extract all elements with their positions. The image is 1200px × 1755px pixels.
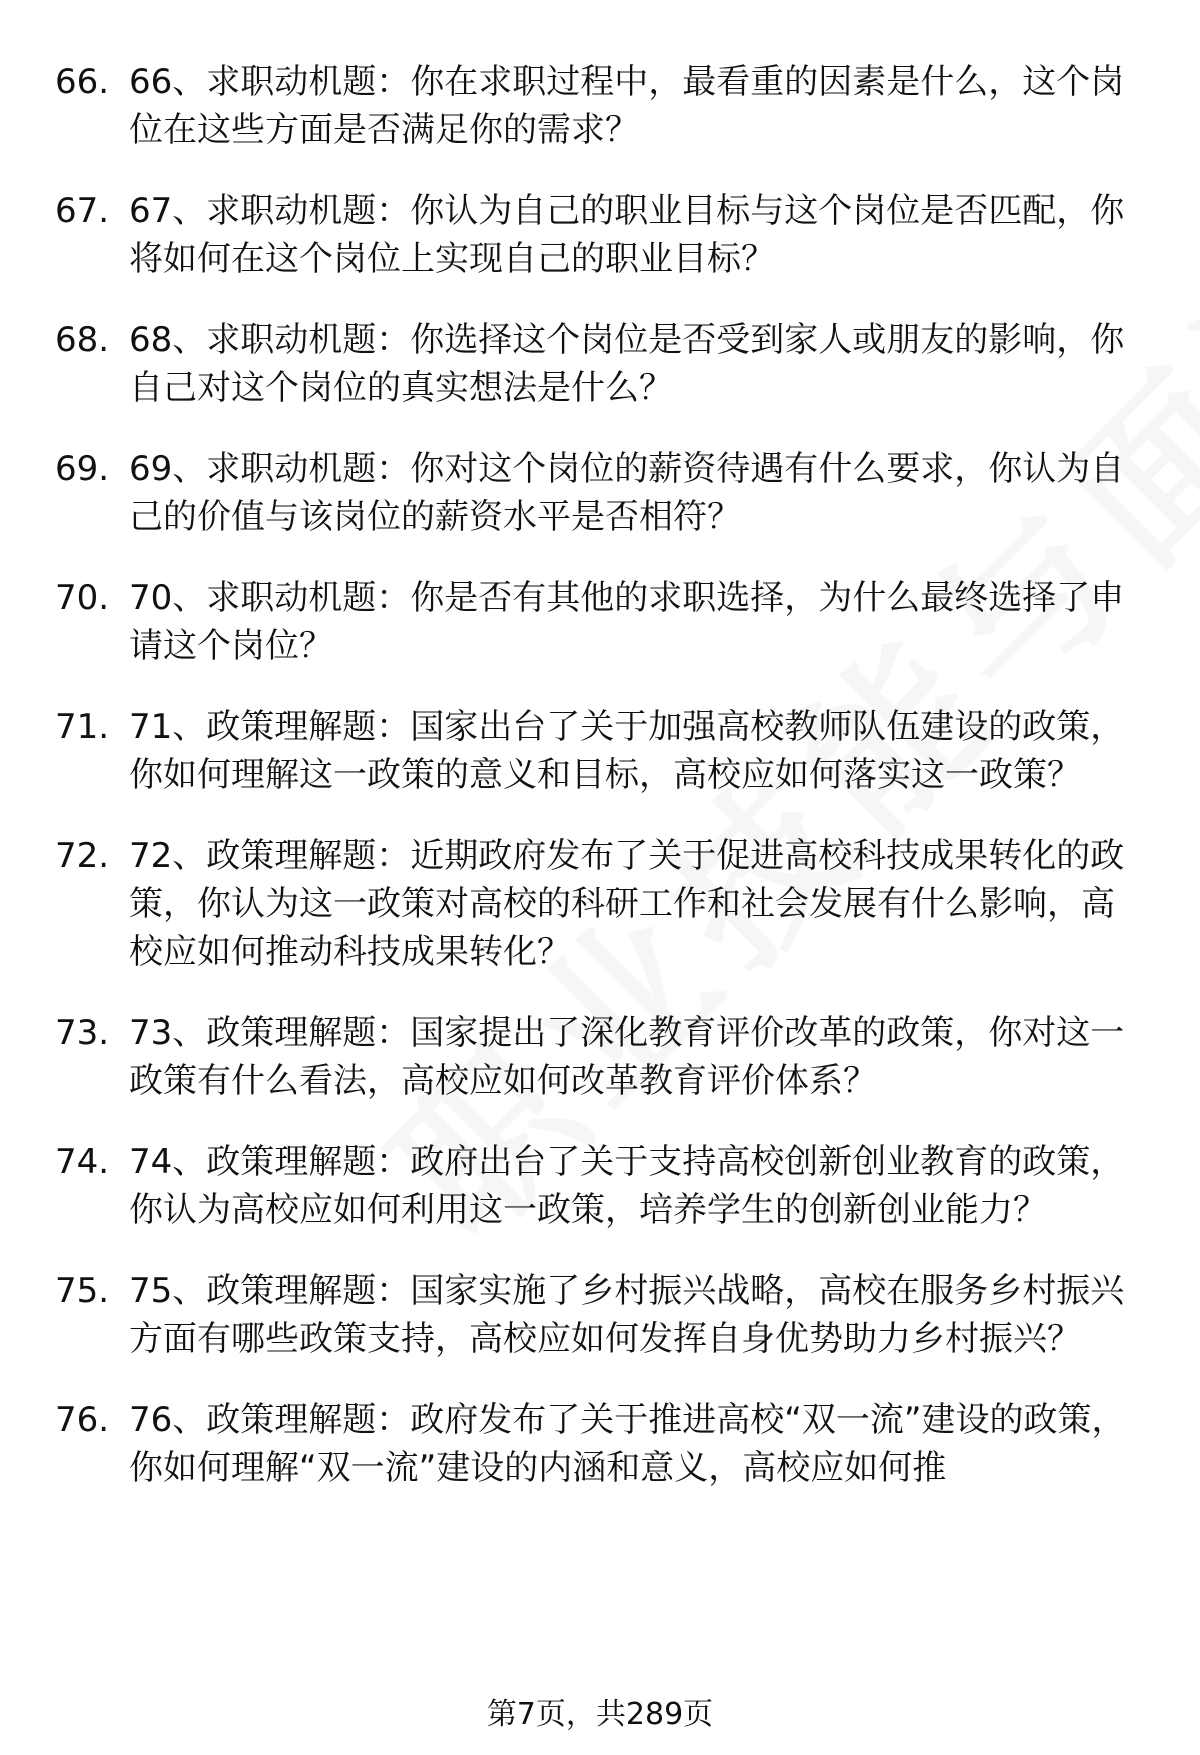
list-item	[55, 1138, 1145, 1234]
item-number: 69.	[55, 449, 110, 489]
item-number: 73.	[55, 1013, 110, 1053]
list-item	[55, 574, 1145, 670]
item-text: 67、求职动机题：你认为自己的职业目标与这个岗位是否匹配，你将如何在这个岗位上实现自己的职业目标？	[129, 191, 1125, 279]
list-item	[55, 445, 1145, 541]
item-number: 76.	[55, 1400, 110, 1440]
item-number: 71.	[55, 707, 110, 747]
list-item	[55, 58, 1145, 154]
list-item	[55, 1267, 1145, 1363]
item-text: 76、政策理解题：政府发布了关于推进高校“双一流”建设的政策，你如何理解“双一流”建设的内涵和意义，高校应如何推	[129, 1400, 1126, 1488]
item-number: 75.	[55, 1271, 110, 1311]
list-item	[55, 187, 1145, 283]
item-text: 68、求职动机题：你选择这个岗位是否受到家人或朋友的影响，你自己对这个岗位的真实想法是什么？	[129, 320, 1125, 408]
list-item	[55, 1009, 1145, 1105]
item-number: 67.	[55, 191, 110, 231]
item-text: 70、求职动机题：你是否有其他的求职选择，为什么最终选择了申请这个岗位？	[129, 578, 1125, 666]
list-item	[55, 703, 1145, 799]
item-text: 71、政策理解题：国家出台了关于加强高校教师队伍建设的政策，你如何理解这一政策的意义和目标，高校应如何落实这一政策？	[129, 707, 1125, 795]
item-number: 66.	[55, 62, 110, 102]
question-list	[55, 58, 1145, 1525]
item-text: 73、政策理解题：国家提出了深化教育评价改革的政策，你对这一政策有什么看法，高校应如何改革教育评价体系？	[129, 1013, 1125, 1101]
item-text: 75、政策理解题：国家实施了乡村振兴战略，高校在服务乡村振兴方面有哪些政策支持，高校应如何发挥自身优势助力乡村振兴？	[129, 1271, 1125, 1359]
item-number: 68.	[55, 320, 110, 360]
list-item	[55, 832, 1145, 976]
item-text: 69、求职动机题：你对这个岗位的薪资待遇有什么要求，你认为自己的价值与该岗位的薪资水平是否相符？	[129, 449, 1125, 537]
list-item	[55, 1396, 1145, 1492]
item-text: 74、政策理解题：政府出台了关于支持高校创新创业教育的政策，你认为高校应如何利用这一政策，培养学生的创新创业能力？	[129, 1142, 1125, 1230]
item-text: 66、求职动机题：你在求职过程中，最看重的因素是什么，这个岗位在这些方面是否满足你的需求？	[129, 62, 1125, 150]
list-item	[55, 316, 1145, 412]
item-number: 72.	[55, 836, 110, 876]
item-text: 72、政策理解题：近期政府发布了关于促进高校科技成果转化的政策，你认为这一政策对高校的科研工作和社会发展有什么影响，高校应如何推动科技成果转化？	[129, 836, 1125, 972]
page-footer: 第7页，共289页	[486, 1697, 714, 1732]
item-number: 70.	[55, 578, 110, 618]
item-number: 74.	[55, 1142, 110, 1182]
